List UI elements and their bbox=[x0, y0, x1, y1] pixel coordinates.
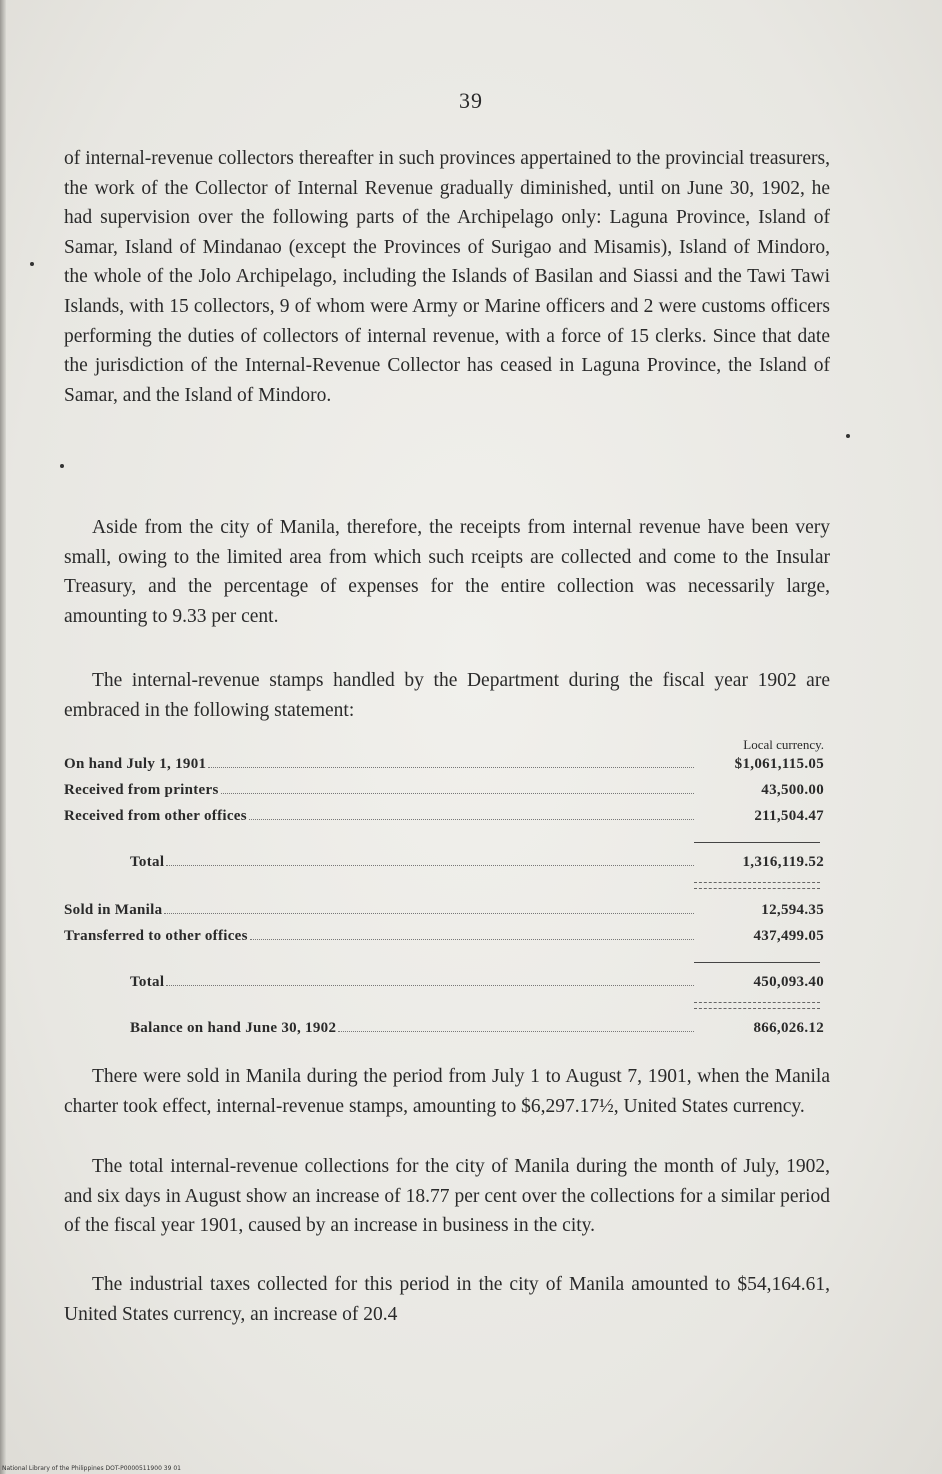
dot-leader bbox=[166, 864, 694, 866]
margin-speck bbox=[30, 262, 34, 266]
total-double-rule bbox=[694, 1002, 820, 1009]
statement-total-row bbox=[64, 974, 824, 998]
margin-speck bbox=[846, 434, 850, 438]
statement-row-label: Balance on hand June 30, 1902 bbox=[130, 1020, 337, 1036]
dot-leader bbox=[250, 938, 694, 940]
paragraph-collectors-jurisdiction: of internal-revenue collectors thereafter in such provinces appertained to the provincial treasurers, the work of the Collector of Internal Revenue gradually diminished, until on June 30, 1902, he had supervision over the following parts of the Archipelago only: Laguna Province, Island of Samar, Island of Mindanao (except the Provinces of Surigao and Misamis), Island of Mindoro, the whole of the Jolo Archipelago, including the Islands of Basilan and Siassi and the Tawi Tawi Islands, with 15 collectors, 9 of whom were Army or Marine officers and 2 were customs officers performing the duties of collectors of internal revenue, with a force of 15 clerks. Since that date the jurisdiction of the Internal-Revenue Collector has ceased in Laguna Province, the Island of Samar, and the Island of Mindoro. bbox=[64, 148, 830, 406]
statement-row bbox=[64, 782, 824, 806]
margin-speck bbox=[60, 464, 64, 468]
binding-edge bbox=[0, 0, 6, 1474]
page-number: 39 bbox=[459, 88, 483, 113]
statement-row-amount: 437,499.05 bbox=[753, 928, 824, 944]
statement-row bbox=[64, 902, 824, 926]
statement-row-amount: 450,093.40 bbox=[753, 974, 824, 990]
paragraph-manila-sales: There were sold in Manila during the period from July 1 to August 7, 1901, when the Manila charter took effect, internal-revenue stamps, amounting to $6,297.17½, United States currency. bbox=[64, 1066, 830, 1117]
statement-row-label: Received from printers bbox=[64, 782, 219, 798]
dot-leader bbox=[166, 984, 694, 986]
statement-balance-row bbox=[64, 1020, 824, 1044]
paragraph-manila-receipts: Aside from the city of Manila, therefore, the receipts from internal revenue have been very small, owing to the limited area from which such rceipts are collected and come to the Insular Treasury, and the percentage of expenses for the entire collection was necessarily large, amounting to 9.33 per cent. bbox=[64, 517, 830, 627]
statement-row-label: Received from other offices bbox=[64, 808, 247, 824]
statement-total-row bbox=[64, 854, 824, 878]
statement-column-header: Local currency. bbox=[743, 737, 824, 752]
dot-leader bbox=[208, 766, 694, 768]
statement-row-label: Total bbox=[130, 854, 165, 870]
paragraph-industrial-taxes: The industrial taxes collected for this period in the city of Manila amounted to $54,164.61, United States currency, an increase of 20.4 bbox=[64, 1274, 830, 1325]
statement-row-amount: 211,504.47 bbox=[754, 808, 824, 824]
statement-row-amount: 866,026.12 bbox=[753, 1020, 824, 1036]
statement-row-label: Total bbox=[130, 974, 165, 990]
scan-credit-footer: National Library of the Philippines DOT-P0000511900 39 01 bbox=[2, 1465, 181, 1472]
statement-row bbox=[64, 808, 824, 832]
dot-leader bbox=[164, 912, 694, 914]
statement-row-label: On hand July 1, 1901 bbox=[64, 756, 207, 772]
dot-leader bbox=[338, 1030, 694, 1032]
statement-row-amount: 1,316,119.52 bbox=[742, 854, 824, 870]
paragraph-collections-increase: The total internal-revenue collections for the city of Manila during the month of July, 1902, and six days in August show an increase of 18.77 per cent over the collections for a similar period of the fiscal year 1901, caused by an increase in business in the city. bbox=[64, 1156, 830, 1237]
statement-row-amount: 12,594.35 bbox=[761, 902, 824, 918]
total-double-rule bbox=[694, 882, 820, 889]
statement-row bbox=[64, 756, 824, 780]
statement-row-amount: $1,061,115.05 bbox=[734, 756, 824, 772]
statement-row-amount: 43,500.00 bbox=[761, 782, 824, 798]
dot-leader bbox=[249, 818, 694, 820]
statement-row-label: Sold in Manila bbox=[64, 902, 163, 918]
statement-row bbox=[64, 928, 824, 952]
subtotal-rule bbox=[694, 842, 820, 843]
paragraph-stamps-intro: The internal-revenue stamps handled by the Department during the fiscal year 1902 are embraced in the following statement: bbox=[64, 670, 830, 721]
subtotal-rule bbox=[694, 962, 820, 963]
statement-row-label: Transferred to other offices bbox=[64, 928, 248, 944]
dot-leader bbox=[221, 792, 694, 794]
